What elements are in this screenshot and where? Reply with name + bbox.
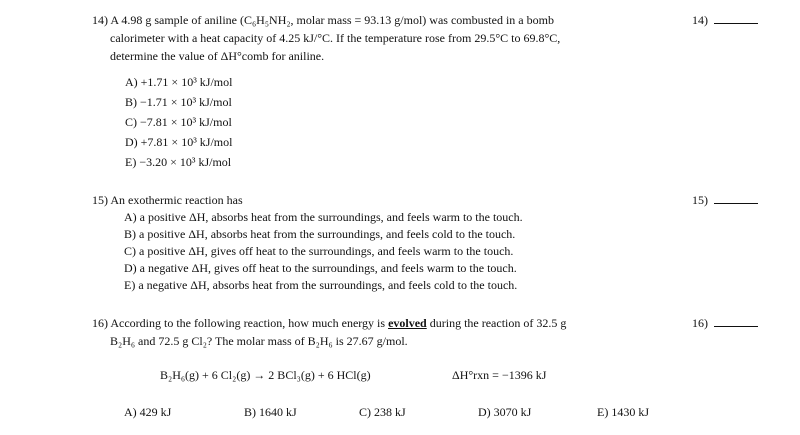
q16-emphasis-evolved: evolved	[388, 316, 427, 330]
q14-number: 14)	[92, 13, 108, 27]
q16-choice-d: D) 3070 kJ	[478, 405, 532, 419]
q16-answer-label: 16)	[692, 316, 708, 330]
q16-number: 16)	[92, 316, 108, 330]
q15-choice-c: C) a positive ΔH, gives off heat to the surroundings, and feels warm to the touch.	[124, 244, 514, 258]
q14-line2: calorimeter with a heat capacity of 4.25 kJ/°C. If the temperature rose from 29.5°C to 69.8°C,	[110, 31, 561, 45]
q16-line1-post: during the reaction of 32.5 g	[426, 316, 567, 330]
q15-choice-e: E) a negative ΔH, absorbs heat from the surroundings, and feels cold to the touch.	[124, 278, 518, 292]
q14-choice-c: C) −7.81 × 10³ kJ/mol	[125, 115, 232, 129]
q15-choice-a: A) a positive ΔH, absorbs heat from the surroundings, and feels warm to the touch.	[124, 210, 523, 224]
q14-choice-d: D) +7.81 × 10³ kJ/mol	[125, 135, 233, 149]
q16-stem-line1	[92, 316, 566, 331]
q16-answer-blank[interactable]	[714, 316, 758, 327]
q15-stem: An exothermic reaction has	[110, 193, 243, 207]
q16-line1-pre: According to the following reaction, how much energy is	[110, 316, 389, 330]
q14-line1: A 4.98 g sample of aniline (C₆H₅NH₂, molar mass = 93.13 g/mol) was combusted in a bomb	[110, 13, 554, 27]
q15-answer-label: 15)	[692, 193, 708, 207]
q14-choice-e: E) −3.20 × 10³ kJ/mol	[125, 155, 232, 169]
q14-line3: determine the value of ΔH°comb for aniline.	[110, 49, 325, 63]
q16-choice-c: C) 238 kJ	[359, 405, 406, 419]
q16-choice-e: E) 1430 kJ	[597, 405, 649, 419]
q16-line2: B₂H₆ and 72.5 g Cl₂? The molar mass of B₂H₆ is 27.67 g/mol.	[110, 334, 408, 348]
q15-stem-line	[92, 193, 243, 208]
q14-answer-slot	[692, 13, 758, 28]
q14-answer-blank[interactable]	[714, 13, 758, 24]
q14-choice-a: A) +1.71 × 10³ kJ/mol	[125, 75, 233, 89]
q15-answer-slot	[692, 193, 758, 208]
q16-equation: B₂H₆(g) + 6 Cl₂(g) → 2 BCl₃(g) + 6 HCl(g)	[160, 368, 371, 382]
q16-choice-a: A) 429 kJ	[124, 405, 172, 419]
q16-answer-slot	[692, 316, 758, 331]
q14-answer-label: 14)	[692, 13, 708, 27]
q16-enthalpy: ΔH°rxn = −1396 kJ	[452, 368, 547, 382]
q14-stem-line1	[92, 13, 554, 28]
q15-choice-d: D) a negative ΔH, gives off heat to the surroundings, and feels warm to the touch.	[124, 261, 517, 275]
q14-choice-b: B) −1.71 × 10³ kJ/mol	[125, 95, 232, 109]
q15-number: 15)	[92, 193, 108, 207]
q16-choice-b: B) 1640 kJ	[244, 405, 297, 419]
q15-answer-blank[interactable]	[714, 193, 758, 204]
q15-choice-b: B) a positive ΔH, absorbs heat from the surroundings, and feels cold to the touch.	[124, 227, 516, 241]
